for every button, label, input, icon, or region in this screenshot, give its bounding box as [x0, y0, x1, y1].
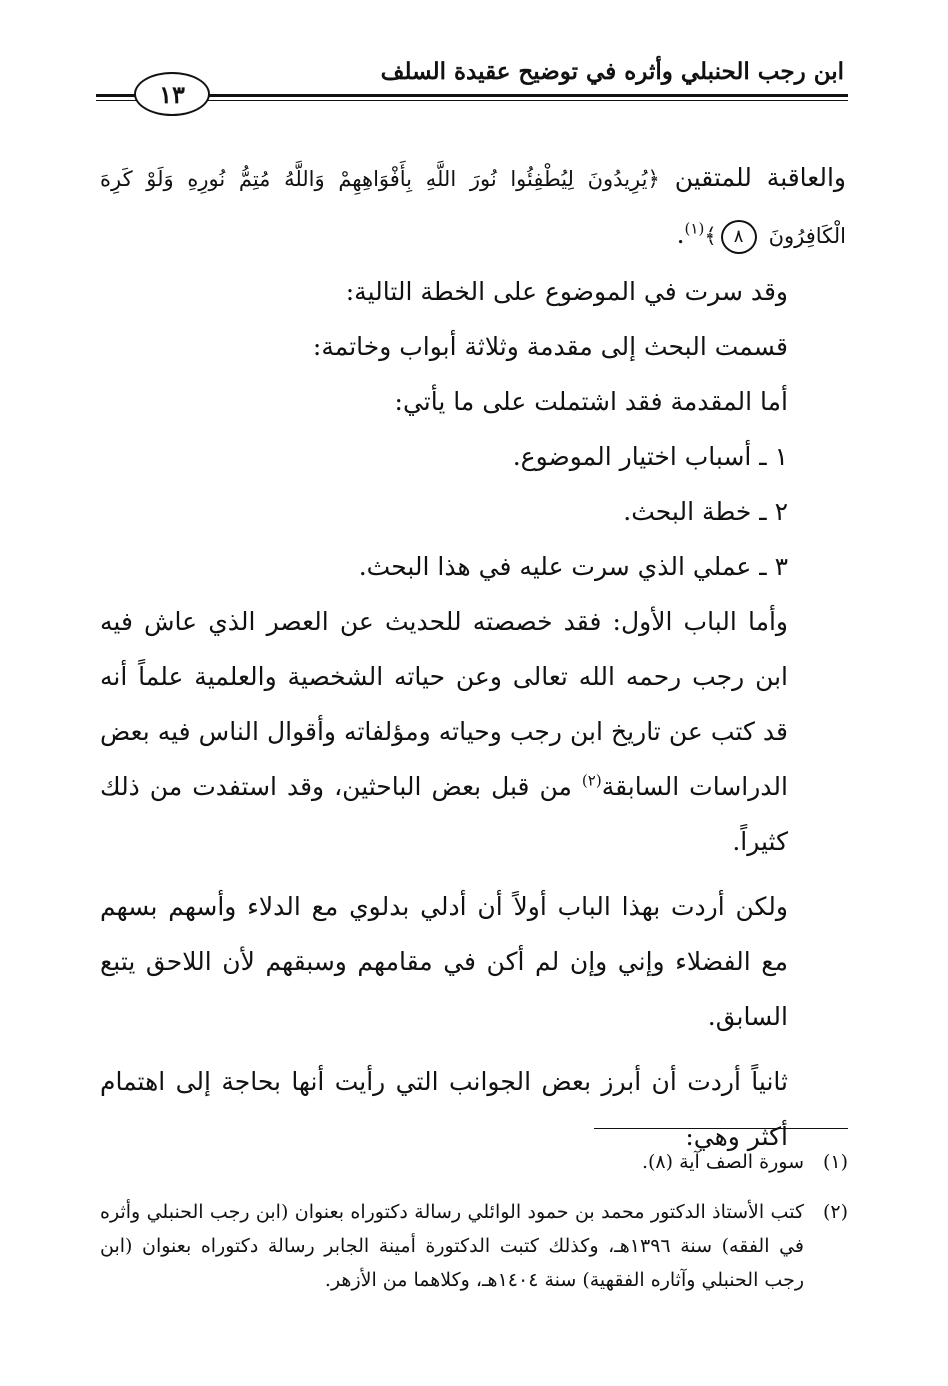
p5-end: من قبل بعض الباحثين، وقد استفدت من ذلك كثيراً.: [100, 772, 788, 856]
paragraph-6: ولكن أردت بهذا الباب أولاً أن أدلي بدلوي مع الدلاء وأسهم بسهم مع الفضلاء وإني وإن لم أكن في مقامهم وسبقهم لأن اللاحق يتبع السابق.: [100, 892, 788, 1031]
footnote-ref-2: (٢): [581, 771, 602, 790]
paragraph-1: [100, 150, 846, 264]
paragraph-7: ثانياً أردت أن أبرز بعض الجوانب التي رأيت أنها بحاجة إلى اهتمام أكثر وهي:: [100, 1067, 788, 1151]
quran-verse: ﴿يُرِيدُونَ لِيُطْفِئُوا نُورَ اللَّهِ بِأَفْوَاهِهِمْ وَاللَّهُ مُتِمُّ نُورِهِ وَلَوْ كَرِهَ الْكَافِرُونَ: [100, 167, 846, 248]
list-item-3: ٣ ـ عملي الذي سرت عليه في هذا البحث.: [358, 552, 788, 581]
paragraph-3: قسمت البحث إلى مقدمة وثلاثة أبواب وخاتمة:: [312, 332, 788, 361]
footnote-number: (٢): [822, 1201, 848, 1223]
p5-start: وأما الباب الأول: فقد خصصته للحديث عن العصر الذي عاش فيه ابن رجب رحمه الله تعالى وعن حياته الشخصية والعلمية علماً أنه قد كتب عن تاريخ ابن رجب وحياته ومؤلفاته وأقوال الناس فيه بعض الدراسات السابقة: [100, 607, 788, 801]
footnote-2: [100, 1195, 848, 1297]
footnote-number: (١): [822, 1151, 848, 1173]
paragraph-4: أما المقدمة فقد اشتملت على ما يأتي:: [394, 387, 788, 416]
running-header-title: ابن رجب الحنبلي وأثره في توضيح عقيدة السلف: [380, 58, 844, 85]
list-item-1: ١ ـ أسباب اختيار الموضوع.: [512, 442, 788, 471]
body-text: [100, 150, 846, 1164]
paragraph-2: وقد سرت في الموضوع على الخطة التالية:: [345, 277, 788, 306]
paragraph-5: [100, 594, 846, 869]
list-item-2: ٢ ـ خطة البحث.: [623, 497, 788, 526]
p1-end: .: [676, 220, 685, 249]
footnote-separator: [594, 1128, 848, 1129]
footnote-text: كتب الأستاذ الدكتور محمد بن حمود الوائلي رسالة دكتوراه بعنوان (ابن رجب الحنبلي وأثره في الفقه) سنة ١٣٩٦هـ، وكذلك كتبت الدكتورة أمينة الجابر رسالة دكتوراه بعنوان (ابن رجب الحنبلي وآثاره الفقهية) سنة ١٤٠٤هـ، وكلاهما من الأزهر.: [100, 1201, 804, 1291]
quran-close-bracket: ﴾: [704, 224, 717, 248]
footnote-text: سورة الصف آية (٨).: [641, 1151, 804, 1173]
footnote-1: [100, 1145, 848, 1179]
header-rule: [200, 94, 848, 101]
verse-number-mark: ٨: [721, 220, 757, 254]
footnotes: [100, 1145, 848, 1313]
p1-start: والعاقبة للمتقين: [659, 163, 846, 192]
page-number: ١٣: [134, 72, 210, 116]
footnote-ref-1: (١): [684, 219, 705, 238]
